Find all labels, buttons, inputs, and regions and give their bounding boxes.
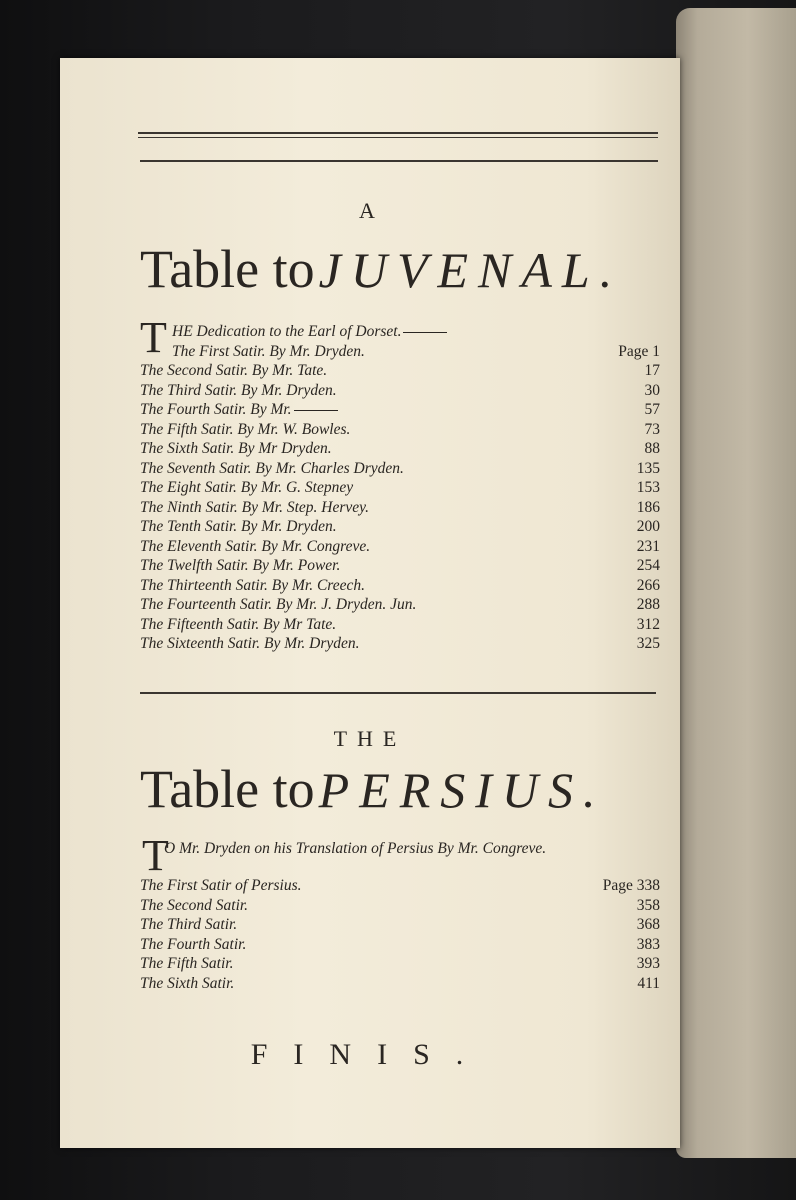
persius-entry-page: 383 [636, 935, 660, 953]
persius-heading-small: THE [333, 726, 407, 751]
juvenal-toc-row [140, 420, 660, 440]
persius-heading-italic: PERSIUS. [318, 762, 606, 818]
persius-entry-page: 368 [636, 916, 660, 933]
juvenal-entry-title: The Fifteenth Satir. By Mr Tate. [140, 615, 337, 633]
persius-toc-row [140, 876, 660, 896]
facing-page-edge [676, 8, 796, 1158]
juvenal-heading-small: A [359, 198, 381, 223]
dash-rule [403, 332, 447, 333]
juvenal-entry-page: 231 [636, 537, 660, 555]
juvenal-entry-page: 186 [636, 498, 660, 516]
finis: FINIS. [250, 1038, 490, 1071]
juvenal-entry-title: The Thirteenth Satir. By Mr. Creech. [140, 576, 366, 594]
juvenal-heading-roman: Table to [140, 239, 315, 299]
juvenal-toc-row [140, 498, 660, 518]
juvenal-toc-row [140, 478, 660, 498]
header-rule-top-2 [138, 137, 658, 138]
juvenal-toc-row [140, 576, 660, 596]
juvenal-entry-page: 30 [644, 381, 660, 399]
persius-entry-title: The Third Satir. [140, 916, 238, 933]
book-page [60, 58, 680, 1148]
persius-entry-page: 411 [637, 974, 660, 992]
juvenal-entry-page: 325 [636, 635, 660, 652]
juvenal-entry-title: The Fourteenth Satir. By Mr. J. Dryden. Jun. [140, 596, 417, 613]
juvenal-dropcap: T [140, 313, 167, 362]
juvenal-entry-page: 73 [644, 420, 660, 438]
juvenal-entry-page: 153 [636, 479, 660, 496]
juvenal-entry-title: The Ninth Satir. By Mr. Step. Hervey. [140, 498, 370, 516]
header-rule-bottom [140, 160, 658, 162]
juvenal-toc-row [140, 361, 660, 381]
persius-dropcap: T [142, 831, 169, 880]
persius-dedication: O Mr. Dryden on his Translation of Persius By Mr. Congreve. [164, 840, 547, 857]
persius-toc-row [140, 915, 660, 935]
juvenal-toc-row [140, 556, 660, 576]
juvenal-toc-row [140, 595, 660, 615]
persius-toc-row [140, 935, 660, 955]
juvenal-toc-row [140, 381, 660, 401]
juvenal-entry-title: The Third Satir. By Mr. Dryden. [140, 381, 337, 399]
juvenal-entry-page: 135 [636, 459, 660, 477]
persius-heading [140, 758, 680, 820]
juvenal-toc-row [140, 439, 660, 459]
juvenal-entry-page: 57 [644, 401, 660, 418]
dash-rule [294, 410, 338, 411]
juvenal-entry-title: The Second Satir. By Mr. Tate. [140, 362, 328, 379]
juvenal-toc-row [140, 634, 660, 654]
juvenal-entry-title: The Sixth Satir. By Mr Dryden. [140, 440, 332, 457]
persius-entry-page: 358 [636, 896, 660, 914]
juvenal-heading [140, 238, 680, 300]
persius-toc-row [140, 896, 660, 916]
juvenal-toc-row [140, 342, 660, 362]
juvenal-entry-title: The Eleventh Satir. By Mr. Congreve. [140, 537, 371, 555]
juvenal-toc [140, 322, 660, 654]
persius-entry-page: 393 [636, 955, 660, 972]
juvenal-entry-page: 88 [644, 440, 660, 457]
juvenal-toc-row [140, 400, 660, 420]
persius-heading-roman: Table to [140, 759, 315, 819]
juvenal-entry-page: 266 [636, 576, 660, 594]
persius-entry-title: The Second Satir. [140, 896, 249, 914]
persius-entry-title: The Sixth Satir. [140, 974, 235, 992]
juvenal-toc-row [140, 537, 660, 557]
juvenal-entry-title: The Seventh Satir. By Mr. Charles Dryden. [140, 459, 404, 477]
header-rule-top [138, 132, 658, 134]
juvenal-entry-title: The First Satir. By Mr. Dryden. [172, 342, 365, 360]
persius-entry-page: Page 338 [602, 877, 660, 894]
juvenal-end-rule [140, 692, 656, 694]
juvenal-entry-title: The Twelfth Satir. By Mr. Power. [140, 557, 341, 574]
juvenal-entry-title: The Eight Satir. By Mr. G. Stepney [140, 479, 354, 496]
juvenal-toc-row [140, 459, 660, 479]
juvenal-entry-page: 254 [636, 557, 660, 574]
juvenal-entry-page: 288 [636, 596, 660, 613]
juvenal-entry-title: The Sixteenth Satir. By Mr. Dryden. [140, 635, 360, 652]
juvenal-entry-title: The Tenth Satir. By Mr. Dryden. [140, 518, 337, 535]
persius-entry-title: The First Satir of Persius. [140, 877, 302, 894]
juvenal-heading-italic: JUVENAL. [318, 242, 623, 298]
persius-toc [140, 876, 660, 993]
persius-toc-row [140, 954, 660, 974]
persius-entry-title: The Fourth Satir. [140, 935, 247, 953]
persius-toc-row [140, 974, 660, 994]
juvenal-entry-page: 312 [636, 615, 660, 633]
juvenal-toc-row [140, 322, 660, 342]
juvenal-entry-title: HE Dedication to the Earl of Dorset. [140, 322, 447, 342]
juvenal-entry-page: 200 [636, 518, 660, 535]
juvenal-entry-title: The Fourth Satir. By Mr. [140, 400, 338, 420]
juvenal-toc-row [140, 517, 660, 537]
juvenal-entry-title: The Fifth Satir. By Mr. W. Bowles. [140, 420, 351, 438]
juvenal-toc-row [140, 615, 660, 635]
persius-entry-title: The Fifth Satir. [140, 955, 234, 972]
juvenal-entry-page: Page 1 [618, 342, 660, 360]
juvenal-entry-page: 17 [644, 362, 660, 379]
